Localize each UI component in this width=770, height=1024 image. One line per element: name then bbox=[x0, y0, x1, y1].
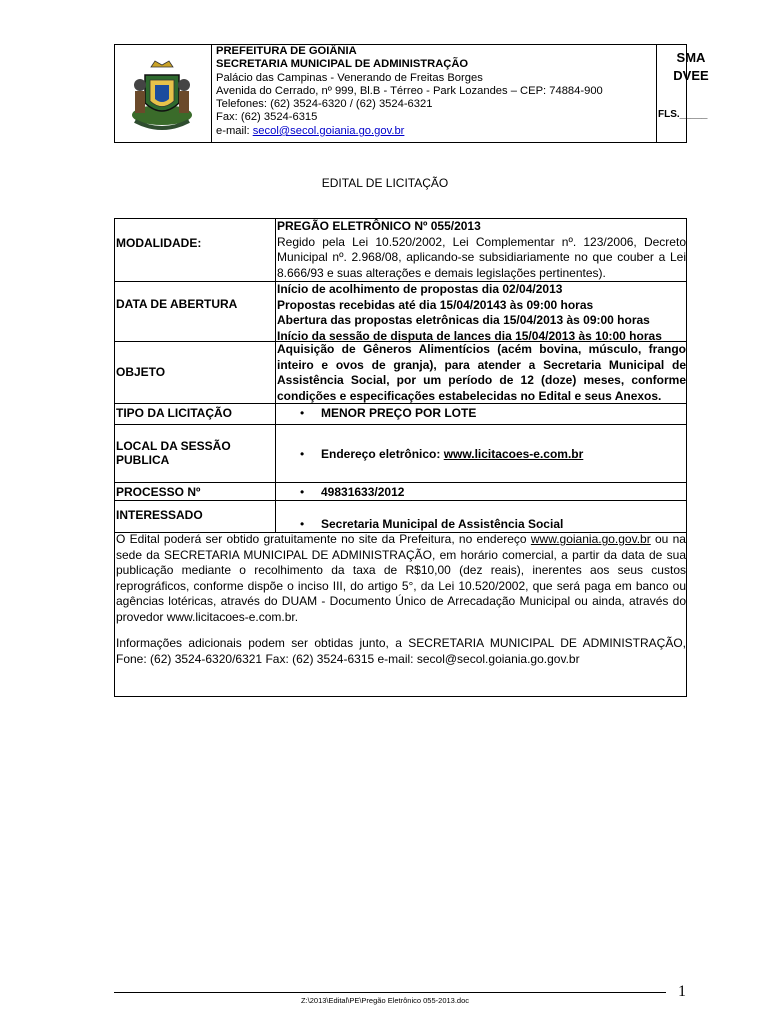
coat-of-arms-icon bbox=[115, 45, 210, 140]
logo-cell bbox=[115, 45, 212, 142]
page-number: 1 bbox=[678, 983, 686, 1000]
fls-field: FLS._____ bbox=[658, 109, 708, 120]
label-data-abertura: DATA DE ABERTURA bbox=[116, 297, 238, 311]
phones: Telefones: (62) 3524-6320 / (62) 3524-6321 bbox=[216, 98, 433, 110]
bullet-icon: • bbox=[300, 485, 305, 499]
objeto-value: Aquisição de Gêneros Alimentícios (acém bovina, músculo, frango inteiro e ovos de granja), para atender a Secretaria Municipal de Assistência Social, por um período de 12 (doze) meses, conforme condições e especificações estabelecidas no Edital e seus Anexos. bbox=[277, 342, 686, 403]
processo-value: 49831633/2012 bbox=[321, 485, 405, 499]
tipo-value: MENOR PREÇO POR LOTE bbox=[321, 406, 477, 420]
page-title: EDITAL DE LICITAÇÃO bbox=[321, 176, 449, 190]
abertura-line-4: Início da sessão de disputa de lances dia 15/04/2013 às 10:00 horas bbox=[277, 328, 662, 343]
email-label: e-mail: bbox=[216, 125, 253, 137]
code-dvee: DVEE bbox=[673, 68, 709, 83]
abertura-line-3: Abertura das propostas eletrônicas dia 15/04/2013 às 09:00 horas bbox=[277, 313, 650, 328]
licitacoes-link[interactable]: www.licitacoes-e.com.br bbox=[443, 447, 584, 461]
goiania-link[interactable]: www.goiania.go.gov.br bbox=[530, 532, 651, 546]
paragraph-info: Informações adicionais podem ser obtidas junto, a SECRETARIA MUNICIPAL DE ADMINISTRAÇÃO, Fone: (62) 3524-6320/6321 Fax: (62) 3524-6315 e-mail: secol@secol.goiania.go.gov.br bbox=[116, 636, 686, 666]
interessado-value: Secretaria Municipal de Assistência Social bbox=[321, 517, 564, 531]
row-divider bbox=[114, 500, 687, 501]
label-local-line-2: PUBLICA bbox=[116, 453, 170, 467]
address: Avenida do Cerrado, nº 999, Bl.B - Térreo - Park Lozandes – CEP: 74884-900 bbox=[216, 85, 603, 97]
bullet-icon: • bbox=[300, 517, 305, 531]
modalidade-value bbox=[277, 219, 686, 281]
abertura-value bbox=[277, 282, 686, 344]
row-divider bbox=[114, 482, 687, 483]
building-name: Palácio das Campinas - Venerando de Freitas Borges bbox=[216, 72, 483, 84]
local-prefix: Endereço eletrônico: bbox=[321, 447, 444, 461]
label-interessado: INTERESSADO bbox=[116, 508, 203, 522]
paragraph-edital-part-2: ou na sede da SECRETARIA MUNICIPAL DE ADMINISTRAÇÃO, em horário comercial, a partir da data de sua publicação mediante o recolhimento da taxa de R$10,00 (dez reais), inerentes aos seus custos reprográficos, conforme dispõe o inciso III, do artigo 5°, da Lei 10.520/2002, que será paga em banco ou agências lotéricas, através do DUAM - Documento Único de Arrecadação Municipal ou ainda, através do provedor www.licitacoes-e.com.br. bbox=[116, 532, 686, 624]
bullet-icon: • bbox=[300, 406, 305, 420]
email-link[interactable]: secol@secol.goiania.go.gov.br bbox=[252, 125, 405, 137]
modalidade-text: Regido pela Lei 10.520/2002, Lei Complementar nº. 123/2006, Decreto Municipal nº. 2.968/08, aplicando-se subsidiariamente no que couber a Lei 8.666/93 e suas alterações e demais legislações pertinentes). bbox=[277, 234, 686, 280]
label-modalidade: MODALIDADE: bbox=[116, 236, 202, 250]
label-local-sessao bbox=[116, 439, 231, 467]
email-line bbox=[216, 125, 404, 138]
dept-name: SECRETARIA MUNICIPAL DE ADMINISTRAÇÃO bbox=[216, 58, 469, 70]
code-sma: SMA bbox=[676, 50, 706, 65]
label-tipo-licitacao: TIPO DA LICITAÇÃO bbox=[116, 406, 232, 420]
label-local-line-1: LOCAL DA SESSÃO bbox=[116, 439, 231, 453]
bullet-icon: • bbox=[300, 447, 305, 461]
org-name: PREFEITURA DE GOIÂNIA bbox=[216, 45, 357, 57]
paragraph-edital bbox=[116, 532, 686, 626]
fax: Fax: (62) 3524-6315 bbox=[216, 111, 318, 123]
table-divider bbox=[275, 218, 276, 532]
modalidade-heading: PREGÃO ELETRÔNICO Nº 055/2013 bbox=[277, 219, 481, 233]
footer-file-path: Z:\2013\Edital\PE\Pregão Eletrônico 055-2013.doc bbox=[300, 996, 470, 1005]
label-objeto: OBJETO bbox=[116, 365, 166, 379]
footer-rule bbox=[114, 992, 666, 993]
label-processo: PROCESSO Nº bbox=[116, 485, 201, 499]
abertura-line-2: Propostas recebidas até dia 15/04/20143 às 09:00 horas bbox=[277, 297, 594, 312]
abertura-line-1: Início de acolhimento de propostas dia 02/04/2013 bbox=[277, 282, 563, 296]
paragraph-edital-part-1: O Edital poderá ser obtido gratuitamente no site da Prefeitura, no endereço bbox=[116, 532, 531, 546]
row-divider bbox=[114, 424, 687, 425]
local-value bbox=[321, 447, 583, 461]
